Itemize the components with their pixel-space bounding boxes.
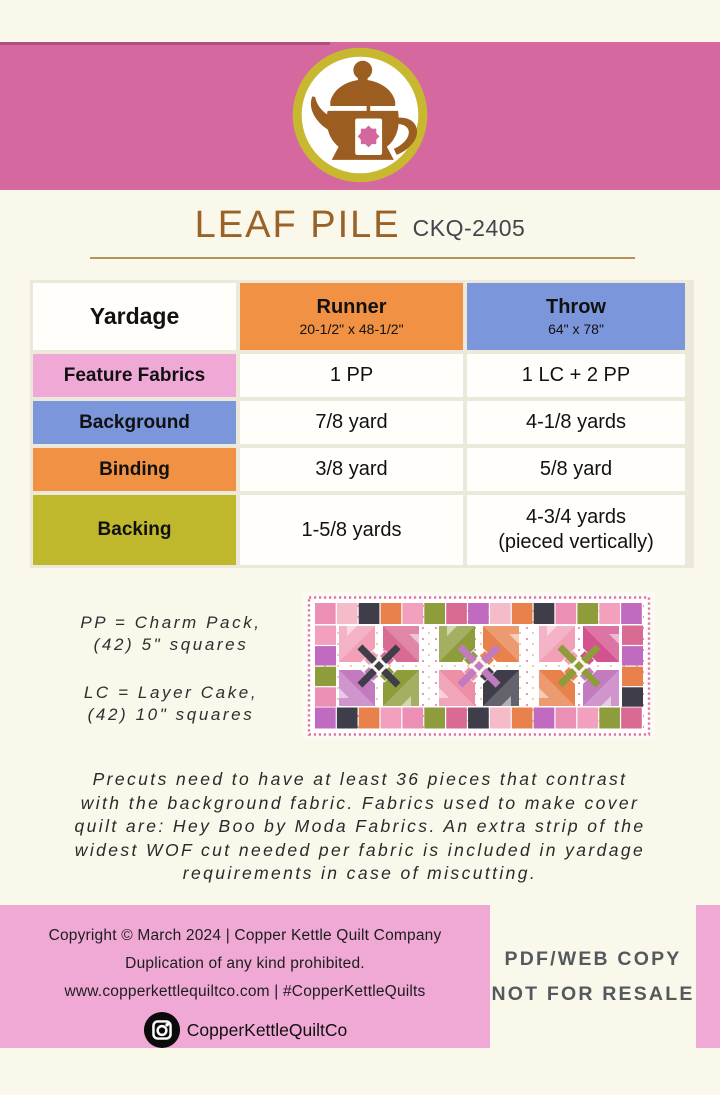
cell-background-throw: 4-1/8 yards bbox=[467, 401, 685, 444]
precut-note bbox=[0, 768, 720, 886]
table-header-throw: Throw 64" x 78" bbox=[467, 283, 685, 350]
page-title: LEAF PILE bbox=[194, 203, 401, 246]
legend-lc-line1: LC = Layer Cake, bbox=[83, 683, 259, 702]
note-line: quilt are: Hey Boo by Moda Fabrics. An extra strip of the bbox=[74, 816, 646, 836]
note-line: Precuts need to have at least 36 pieces that contrast bbox=[92, 769, 628, 789]
row-label-binding: Binding bbox=[33, 448, 236, 491]
teapot-icon bbox=[291, 46, 429, 184]
precut-legend bbox=[40, 612, 302, 726]
row-label-feature-fabrics: Feature Fabrics bbox=[33, 354, 236, 397]
cell-backing-throw: 4-3/4 yards (pieced vertically) bbox=[467, 495, 685, 565]
legend-pp-line1: PP = Charm Pack, bbox=[80, 613, 262, 632]
cell-backing-runner: 1-5/8 yards bbox=[240, 495, 463, 565]
duplication-line: Duplication of any kind prohibited. bbox=[125, 955, 365, 972]
copyright-line: Copyright © March 2024 | Copper Kettle Quilt Company bbox=[48, 927, 442, 944]
table-header-yardage: Yardage bbox=[33, 283, 236, 350]
resale-watermark bbox=[490, 905, 696, 1048]
legend-pp-line2: (42) 5" squares bbox=[93, 635, 249, 654]
legend-lc-line2: (42) 10" squares bbox=[87, 705, 255, 724]
note-line: requirements in case of miscutting. bbox=[182, 863, 538, 883]
table-header-runner: Runner 20-1/2" x 48-1/2" bbox=[240, 283, 463, 350]
footer-side-strip bbox=[696, 905, 720, 1048]
instagram-icon bbox=[143, 1011, 181, 1049]
title-underline bbox=[90, 257, 635, 259]
quilt-runner-photo bbox=[303, 592, 655, 740]
cell-background-runner: 7/8 yard bbox=[240, 401, 463, 444]
note-line: widest WOF cut needed per fabric is included in yardage bbox=[74, 839, 646, 860]
yardage-table bbox=[30, 280, 694, 568]
row-label-background: Background bbox=[33, 401, 236, 444]
band-top-edge bbox=[0, 42, 330, 45]
brand-logo bbox=[291, 46, 429, 184]
instagram-row bbox=[143, 1011, 348, 1049]
watermark-line2: NOT FOR RESALE bbox=[491, 982, 695, 1005]
pattern-code: CKQ-2405 bbox=[412, 214, 526, 241]
cell-binding-runner: 3/8 yard bbox=[240, 448, 463, 491]
cell-binding-throw: 5/8 yard bbox=[467, 448, 685, 491]
cell-feature-runner: 1 PP bbox=[240, 354, 463, 397]
instagram-handle: CopperKettleQuiltCo bbox=[186, 1019, 348, 1040]
website-line: www.copperkettlequiltco.com | #CopperKettleQuilts bbox=[64, 983, 426, 1000]
note-line: with the background fabric. Fabrics used to make cover bbox=[80, 792, 640, 813]
row-label-backing: Backing bbox=[33, 495, 236, 565]
cell-feature-throw: 1 LC + 2 PP bbox=[467, 354, 685, 397]
watermark-line1: PDF/WEB COPY bbox=[504, 948, 682, 971]
title-row bbox=[0, 202, 720, 248]
footer-copyright-block bbox=[0, 905, 490, 1048]
